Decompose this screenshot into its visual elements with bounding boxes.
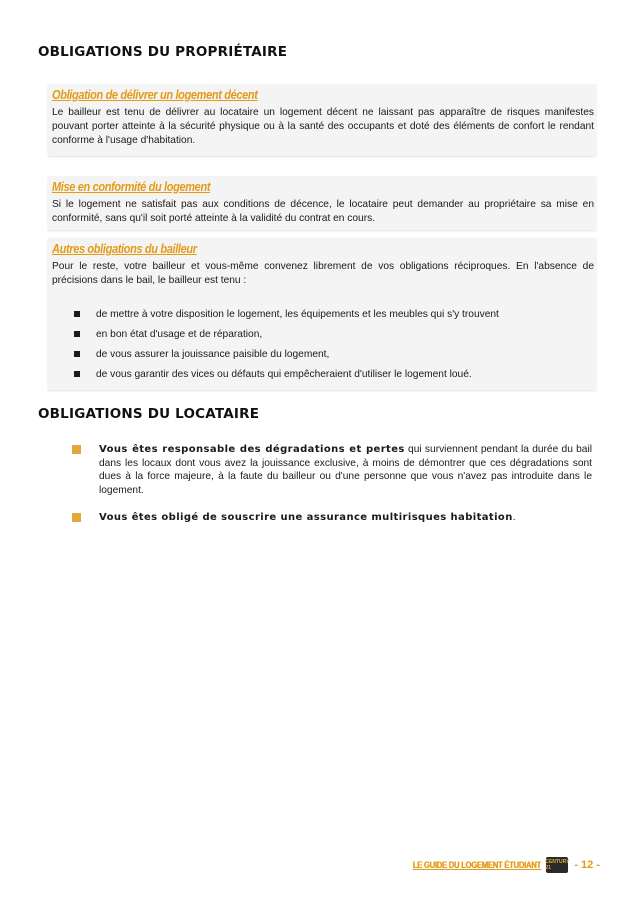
square-bullet-icon xyxy=(72,513,81,522)
tenant-heading: OBLIGATIONS DU LOCATAIRE xyxy=(38,406,260,422)
page-footer xyxy=(390,856,601,874)
bullet-square-icon xyxy=(74,331,80,337)
list-item: de vous garantir des vices ou défauts qui empêcheraient d'utiliser le logement loué. xyxy=(74,368,499,388)
list-item: de vous assurer la jouissance paisible du logement, xyxy=(74,348,499,368)
page-number: - 12 - xyxy=(574,859,600,871)
list-item: en bon état d'usage et de réparation, xyxy=(74,328,499,348)
list-item: de mettre à votre disposition le logement, les équipements et les meubles qui s'y trouvent xyxy=(74,308,499,328)
section-text: Pour le reste, votre bailleur et vous-même convenez librement de vos obligations réciproques. En l'absence de précisions dans le bail, le bailleur est tenu : xyxy=(52,261,594,286)
item-bold-text: Vous êtes responsable des dégradations et pertes xyxy=(99,444,405,455)
bullet-square-icon xyxy=(74,311,80,317)
section-title: Autres obligations du bailleur xyxy=(52,242,197,256)
tenant-obligation-item xyxy=(72,443,592,497)
square-bullet-icon xyxy=(72,445,81,454)
item-bold-text: Vous êtes obligé de souscrire une assurance multirisques habitation xyxy=(99,512,513,523)
century21-logo-icon: CENTURY 21 xyxy=(545,859,570,871)
owner-heading: OBLIGATIONS DU PROPRIÉTAIRE xyxy=(38,44,288,60)
guide-title: LE GUIDE DU LOGEMENT ÉTUDIANT xyxy=(412,860,541,870)
bullet-square-icon xyxy=(74,371,80,377)
section-title: Obligation de délivrer un logement décent xyxy=(52,88,258,102)
section-text: Si le logement ne satisfait pas aux conditions de décence, le locataire peut demander au propriétaire sa mise en conformité, sans qu'il soit porté atteinte à la validité du contrat en cours. xyxy=(52,199,594,224)
item-text: . xyxy=(512,512,516,523)
section-decent-housing xyxy=(48,84,596,156)
tenant-obligation-item xyxy=(72,511,592,525)
bullet-square-icon xyxy=(74,351,80,357)
item-text: qui surviennent pendant la durée du bail dans les locaux dont vous avez la jouissance exclusive, à moins de démontrer que ces dégradations sont dues à la force majeure, à la faute du bailleur ou d'une personne que vous n'avez pas introduite dans le logement. xyxy=(99,444,593,496)
section-title: Mise en conformité du logement xyxy=(52,180,211,194)
section-compliance xyxy=(48,176,596,230)
section-text: Le bailleur est tenu de délivrer au locataire un logement décent ne laissant pas apparaître de risques manifestes pouvant porter atteinte à la sécurité physique ou à la santé des occupants et doté des éléments de confort le rendant conforme à l'usage d'habitation. xyxy=(52,107,594,146)
obligations-list xyxy=(74,308,499,388)
